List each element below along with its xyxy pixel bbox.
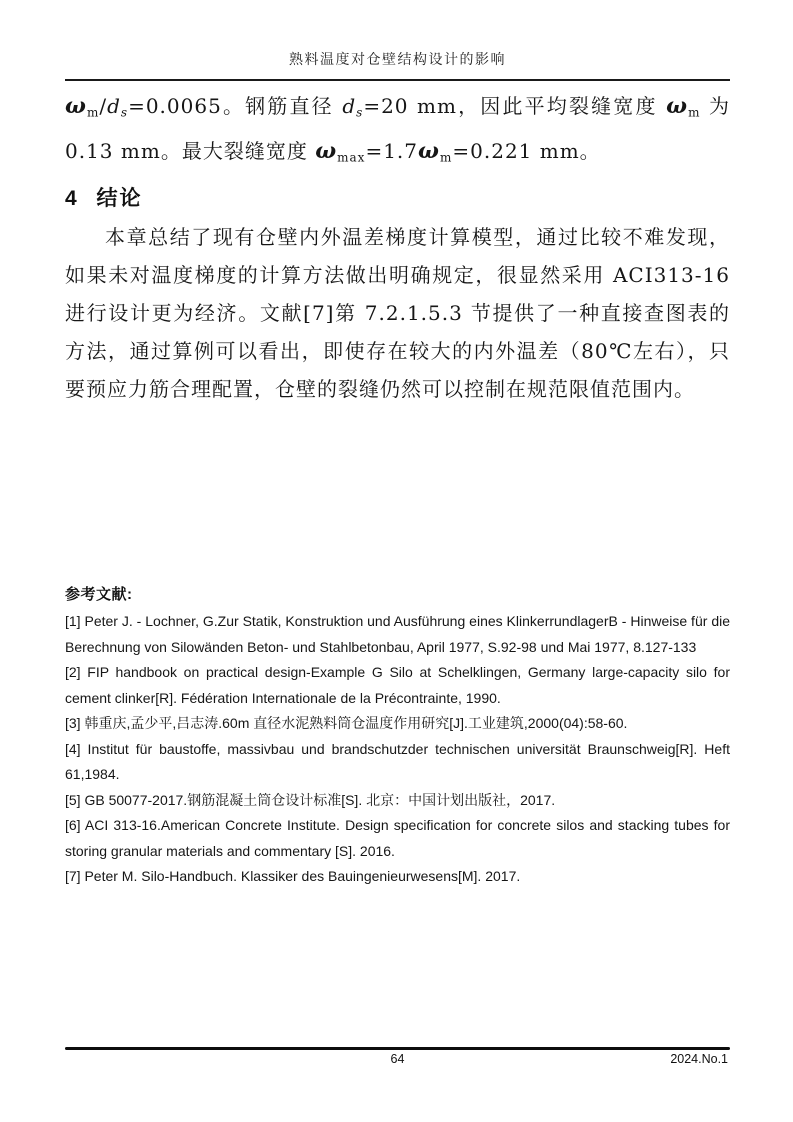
section-number: 4 bbox=[65, 187, 77, 211]
formula-segment: s bbox=[356, 105, 364, 120]
references-list bbox=[65, 609, 730, 890]
reference-item: [7] Peter M. Silo-Handbuch. Klassiker des Bauingenieurwesens[M]. 2017. bbox=[65, 868, 521, 885]
formula-segment: max bbox=[337, 150, 366, 165]
reference-item: [5] GB 50077-2017.钢筋混凝土筒仓设计标准[S]. 北京：中国计划出版社，2017. bbox=[65, 791, 556, 808]
formula-segment: =0.0065。钢筋直径 bbox=[128, 94, 343, 118]
reference-item: [1] Peter J. - Lochner, G.Zur Statik, Konstruktion und Ausführung eines KlinkerrundlagerB - Hinweise für die Berechnung von Silowänden Beton- und Stahlbetonbau, April 1977, S.92-98 und Mai 1977, 8.127-133 bbox=[65, 613, 730, 655]
formula-segment: 为 0.13 mm。最大裂缝宽度 bbox=[65, 94, 730, 163]
references-heading: 参考文献: bbox=[65, 586, 133, 604]
page-footer bbox=[65, 1047, 730, 1070]
section-title: 结论 bbox=[96, 187, 143, 211]
formula-segment: m bbox=[688, 105, 701, 120]
reference-item: [6] ACI 313-16.American Concrete Institute. Design specification for concrete silos and stacking tubes for storing granular materials and commentary [S]. 2016. bbox=[65, 817, 730, 859]
formula-segment: ω bbox=[315, 137, 338, 164]
crack-width-paragraph bbox=[65, 87, 730, 176]
formula-segment: ω bbox=[666, 93, 689, 119]
page-header bbox=[65, 50, 730, 81]
formula-segment: / bbox=[99, 94, 108, 118]
formula-segment: d bbox=[107, 94, 121, 118]
running-head-title: 熟料温度对仓壁结构设计的影响 bbox=[289, 52, 506, 68]
references-section bbox=[65, 584, 730, 890]
reference-item: [2] FIP handbook on practical design-Example G Silo at Schelklingen, Germany large-capacity silo for cement clinker[R]. Fédération Internationale de la Précontrainte, 1990. bbox=[65, 664, 730, 706]
reference-item: [3] 韩重庆,孟少平,吕志涛.60m 直径水泥熟料筒仓温度作用研究[J].工业建筑,2000(04):58-60. bbox=[65, 715, 628, 732]
formula-segment: m bbox=[439, 150, 453, 165]
issue-label: 2024.No.1 bbox=[670, 1052, 728, 1066]
formula-segment: ω bbox=[418, 137, 440, 164]
reference-item: [4] Institut für baustoffe, massivbau und brandschutzder technischen universität Braunschweig[R]. Heft 61,1984. bbox=[65, 740, 730, 783]
formula-segment: =20 mm，因此平均裂缝宽度 bbox=[363, 94, 667, 118]
formula-segment: =1.7 bbox=[365, 138, 419, 163]
header-divider bbox=[65, 79, 730, 81]
footer-divider bbox=[65, 1047, 730, 1050]
formula-segment: =0.221 mm。 bbox=[452, 138, 601, 163]
page-number: 64 bbox=[390, 1052, 405, 1066]
formula-segment: ω bbox=[65, 93, 87, 119]
formula-segment: d bbox=[342, 94, 357, 118]
footer-row bbox=[65, 1052, 730, 1070]
formula-segment: s bbox=[120, 105, 129, 120]
conclusion-paragraph: 本章总结了现有仓壁内外温差梯度计算模型，通过比较不难发现，如果未对温度梯度的计算方法做出明确规定，很显然采用 ACI313-16 进行设计更为经济。文献[7]第 7.2.1.5.3 节提供了一种直接查图表的方法，通过算例可以看出，即使存在较大的内外温差（80℃左右），只要预应力筋合理配置，仓壁的裂缝仍然可以控制在规范限值范围内。 bbox=[65, 225, 730, 402]
formula-segment: m bbox=[86, 105, 100, 120]
section-heading-conclusion bbox=[65, 184, 730, 214]
